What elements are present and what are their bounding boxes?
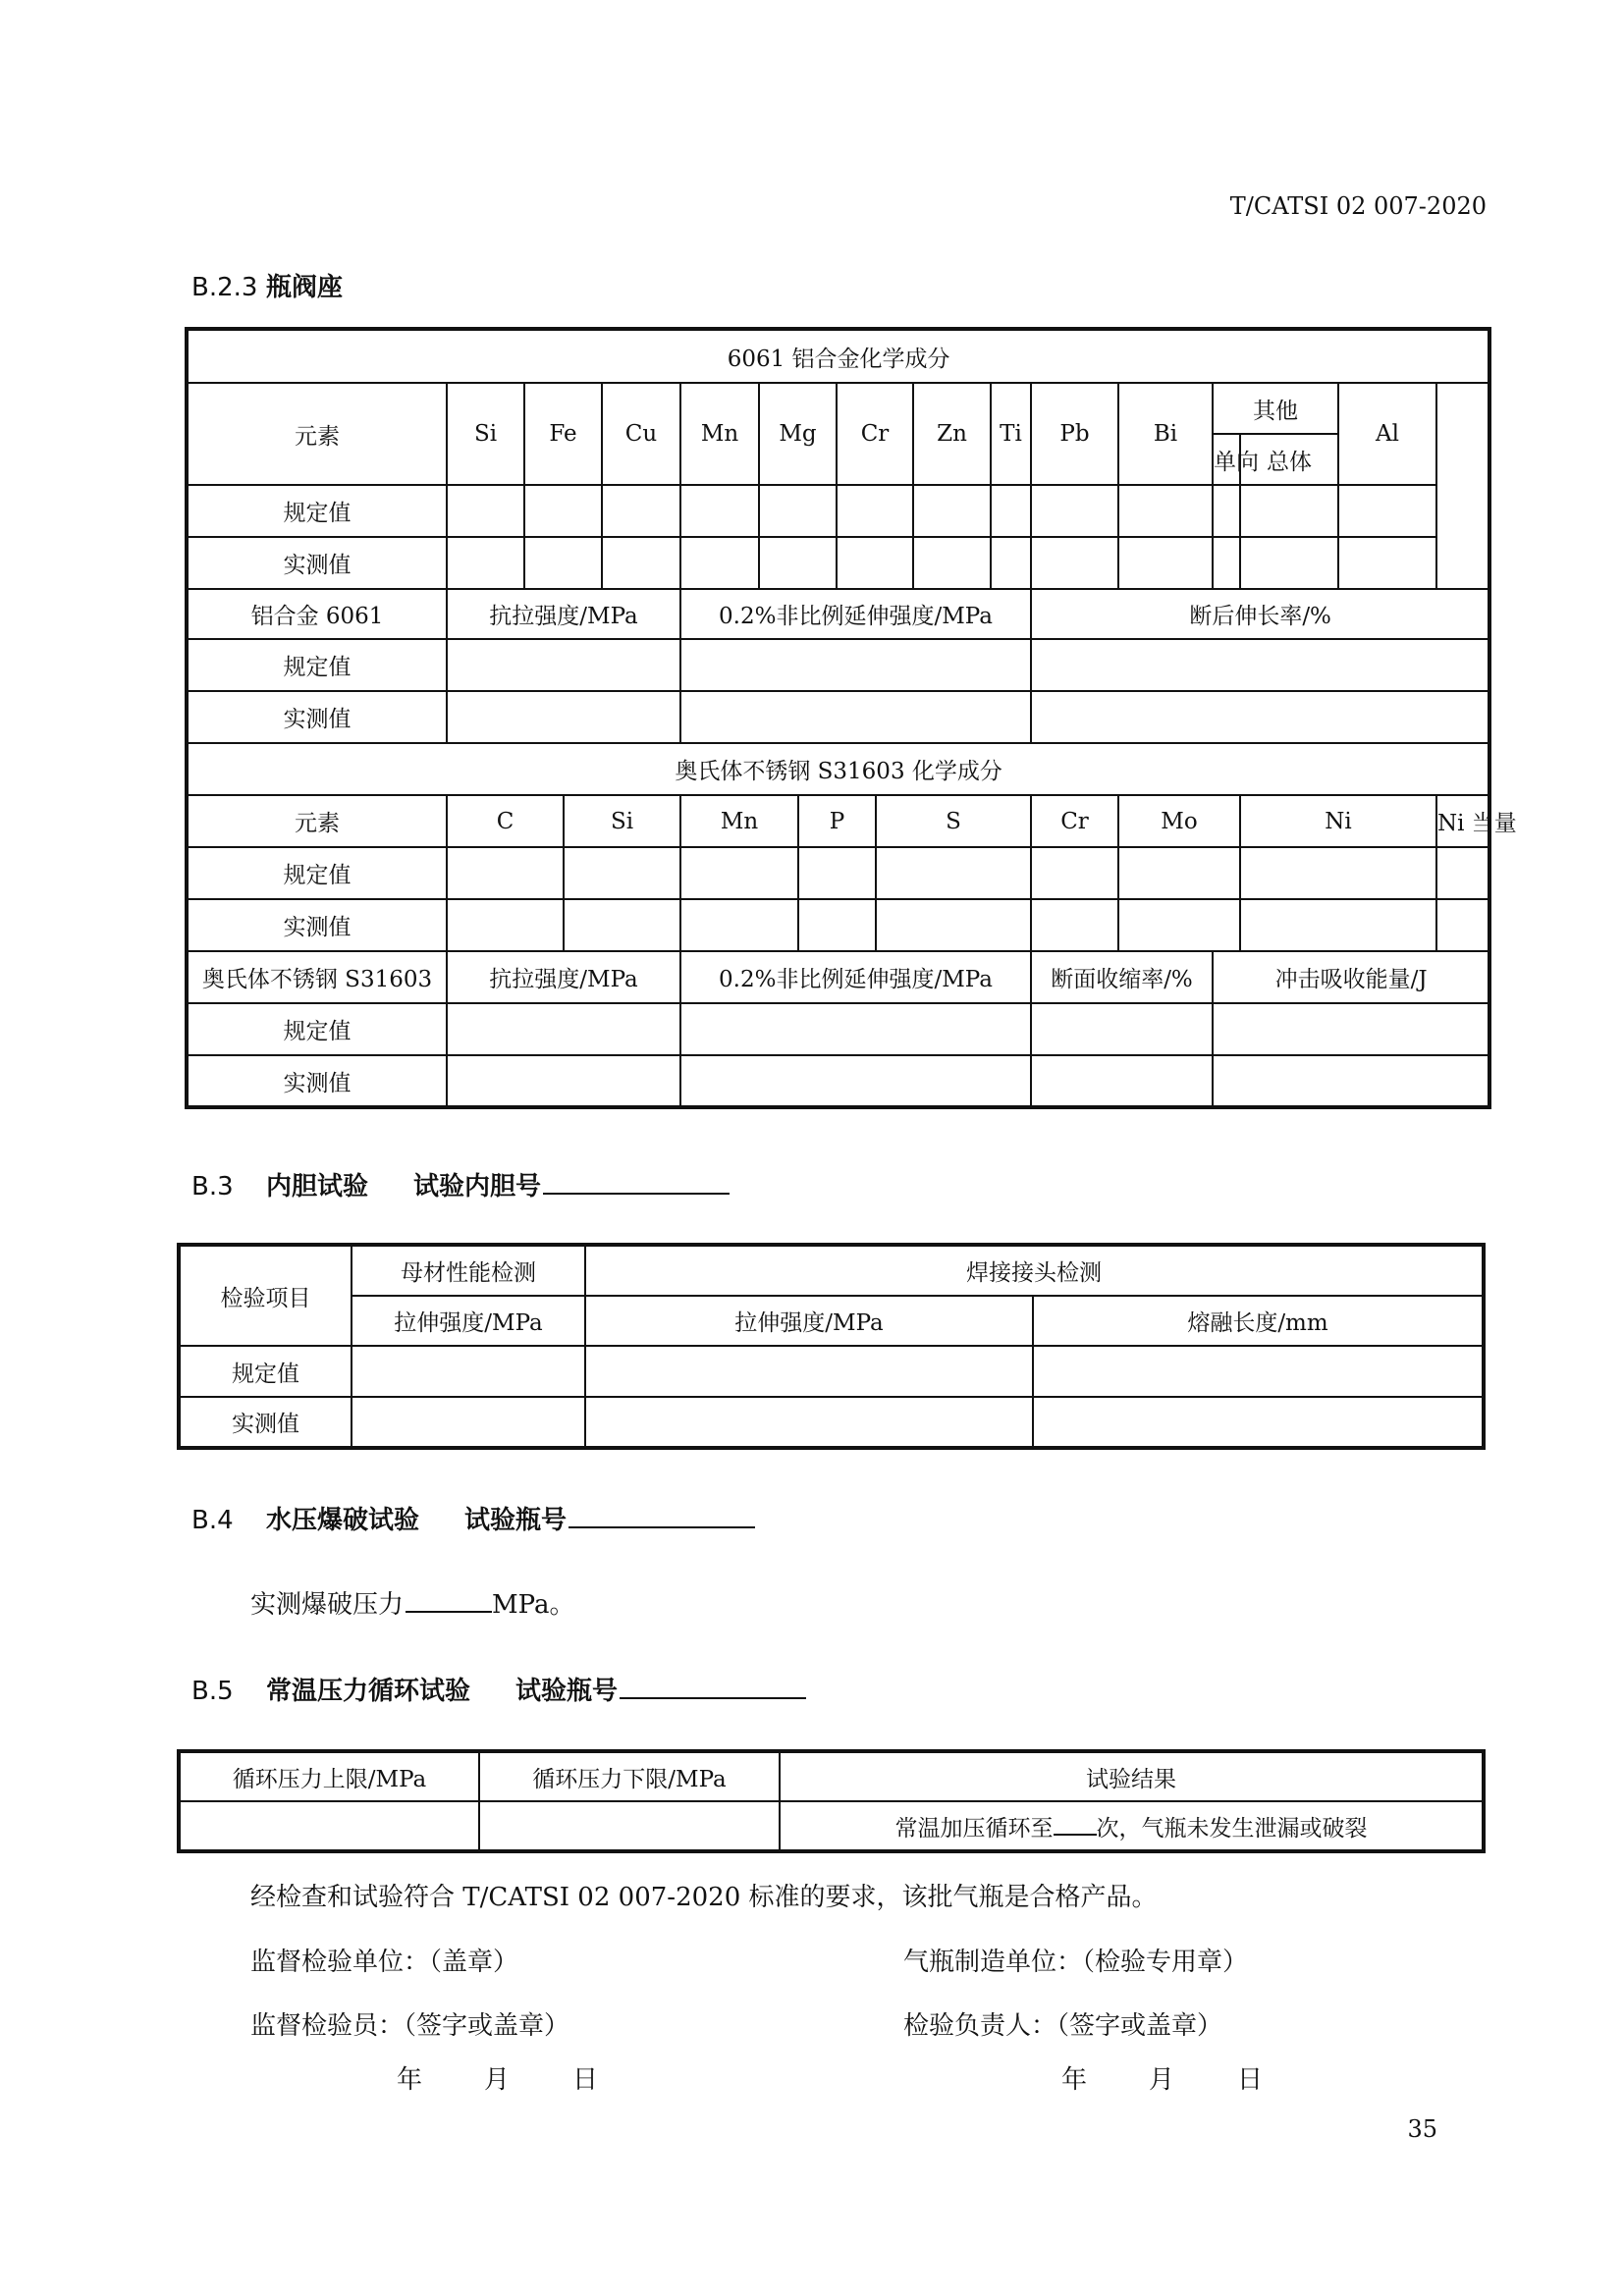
table-row (187, 639, 1489, 691)
burst-pressure-line (250, 1584, 574, 1621)
table-row (187, 537, 1489, 589)
section-subtitle: 试验内胆号 (413, 1172, 542, 1201)
elongation-label: 断后伸长率/% (1031, 589, 1489, 639)
section-title: 水压爆破试验 (266, 1506, 420, 1535)
liner-test-table (177, 1243, 1486, 1450)
yield-label: 0.2%非比例延伸强度/MPa (680, 589, 1031, 639)
table-row (179, 1346, 1484, 1397)
other-label: 其他 (1213, 383, 1338, 434)
burst-pressure-unit: MPa。 (492, 1590, 575, 1620)
section-heading-b23 (191, 267, 343, 303)
table-row (179, 1801, 1484, 1851)
ss-element-c: C (447, 795, 564, 847)
cycle-count-blank[interactable] (1054, 1810, 1097, 1836)
conclusion-text: 经检查和试验符合 T/CATSI 02 007-2020 标准的要求，该批气瓶是合格产品。 (250, 1883, 1158, 1912)
date-month: 月 (1149, 2065, 1175, 2095)
inspector: 检验负责人：（签字或盖章） (903, 2011, 1223, 2041)
tensile-label: 抗拉强度/MPa (447, 951, 680, 1003)
table-row (187, 1003, 1489, 1055)
section-number: B.4 (191, 1506, 234, 1535)
al-chem-title: 6061 铝合金化学成分 (187, 329, 1489, 383)
section-number: B.2.3 (191, 273, 258, 302)
table-row (187, 847, 1489, 899)
al-element-si: Si (447, 383, 524, 485)
total-label: 总体 (1240, 434, 1338, 485)
al-label: Al (1338, 383, 1436, 485)
date-day: 日 (572, 2065, 599, 2095)
ss-element-mn: Mn (680, 795, 798, 847)
element-label: 元素 (187, 795, 447, 847)
table-row (187, 1055, 1489, 1107)
date-month: 月 (484, 2065, 511, 2095)
tensile-label: 拉伸强度/MPa (585, 1296, 1033, 1346)
spec-label: 规定值 (187, 485, 447, 537)
section-title: 常温压力循环试验 (266, 1677, 471, 1706)
table-row (187, 899, 1489, 951)
date-year: 年 (397, 2065, 423, 2095)
section-number: B.3 (191, 1172, 234, 1201)
al-element-zn: Zn (913, 383, 991, 485)
spec-label: 规定值 (179, 1346, 352, 1397)
item-label: 检验项目 (179, 1245, 352, 1346)
measured-label: 实测值 (187, 1055, 447, 1107)
fusion-label: 熔融长度/mm (1033, 1296, 1484, 1346)
al-element-mg: Mg (759, 383, 837, 485)
ss-element-ni-equivalent: Ni 当量 (1436, 795, 1489, 847)
measured-label: 实测值 (187, 899, 447, 951)
lower-limit-label: 循环压力下限/MPa (479, 1751, 780, 1801)
result-pre: 常温加压循环至 (894, 1815, 1054, 1842)
single-label: 单向 (1213, 434, 1240, 485)
burst-pressure-blank[interactable] (406, 1585, 492, 1613)
ss-element-si: Si (564, 795, 680, 847)
base-label: 母材性能检测 (352, 1245, 585, 1296)
ss-element-s: S (876, 795, 1031, 847)
pressure-cycle-table (177, 1749, 1486, 1853)
measured-label: 实测值 (179, 1397, 352, 1448)
spec-label: 规定值 (187, 1003, 447, 1055)
reduction-label: 断面收缩率/% (1031, 951, 1213, 1003)
ss-element-mo: Mo (1118, 795, 1240, 847)
maker-unit: 气瓶制造单位：（检验专用章） (903, 1948, 1249, 1977)
ss-element-cr: Cr (1031, 795, 1118, 847)
valve-seat-table (185, 327, 1517, 1109)
table-row (179, 1397, 1484, 1448)
impact-label: 冲击吸收能量/J (1213, 951, 1489, 1003)
result-text (780, 1801, 1484, 1851)
spec-label: 规定值 (187, 847, 447, 899)
bottle-number-blank[interactable] (620, 1672, 806, 1699)
table-row (187, 691, 1489, 743)
upper-limit-label: 循环压力上限/MPa (179, 1751, 479, 1801)
result-post: 次，气瓶未发生泄漏或破裂 (1096, 1815, 1368, 1842)
al-element-bi: Bi (1118, 383, 1213, 485)
liner-number-blank[interactable] (543, 1167, 730, 1195)
measured-label: 实测值 (187, 691, 447, 743)
ss-chem-title: 奥氏体不锈钢 S31603 化学成分 (187, 743, 1489, 795)
section-heading-b4 (191, 1500, 755, 1536)
al-mech-label: 铝合金 6061 (187, 589, 447, 639)
section-title: 内胆试验 (266, 1172, 369, 1201)
al-element-cu: Cu (602, 383, 680, 485)
al-element-ti: Ti (991, 383, 1031, 485)
date-year: 年 (1061, 2065, 1088, 2095)
al-element-fe: Fe (524, 383, 602, 485)
ss-element-p: P (798, 795, 876, 847)
measured-label: 实测值 (187, 537, 447, 589)
section-subtitle: 试验瓶号 (464, 1506, 568, 1535)
section-subtitle: 试验瓶号 (515, 1677, 619, 1706)
supervisor-unit: 监督检验单位：（盖章） (250, 1948, 519, 1977)
element-label: 元素 (187, 383, 447, 485)
ss-element-ni: Ni (1240, 795, 1436, 847)
date-day: 日 (1237, 2065, 1264, 2095)
table-row (187, 485, 1489, 537)
ss-mech-label: 奥氏体不锈钢 S31603 (187, 951, 447, 1003)
weld-label: 焊接接头检测 (585, 1245, 1484, 1296)
yield-label: 0.2%非比例延伸强度/MPa (680, 951, 1031, 1003)
al-element-cr: Cr (837, 383, 913, 485)
page-number: 35 (1407, 2115, 1437, 2143)
result-label: 试验结果 (780, 1751, 1484, 1801)
section-title: 瓶阀座 (266, 273, 344, 302)
spec-label: 规定值 (187, 639, 447, 691)
al-element-pb: Pb (1031, 383, 1118, 485)
tensile-label: 抗拉强度/MPa (447, 589, 680, 639)
supervisor: 监督检验员：（签字或盖章） (250, 2011, 570, 2041)
tensile-label: 拉伸强度/MPa (352, 1296, 585, 1346)
section-number: B.5 (191, 1677, 234, 1706)
al-element-mn: Mn (680, 383, 759, 485)
bottle-number-blank[interactable] (568, 1501, 755, 1528)
document-number: T/CATSI 02 007-2020 (1229, 192, 1487, 220)
section-heading-b5 (191, 1671, 806, 1707)
section-heading-b3 (191, 1166, 730, 1202)
burst-pressure-label: 实测爆破压力 (250, 1590, 405, 1620)
